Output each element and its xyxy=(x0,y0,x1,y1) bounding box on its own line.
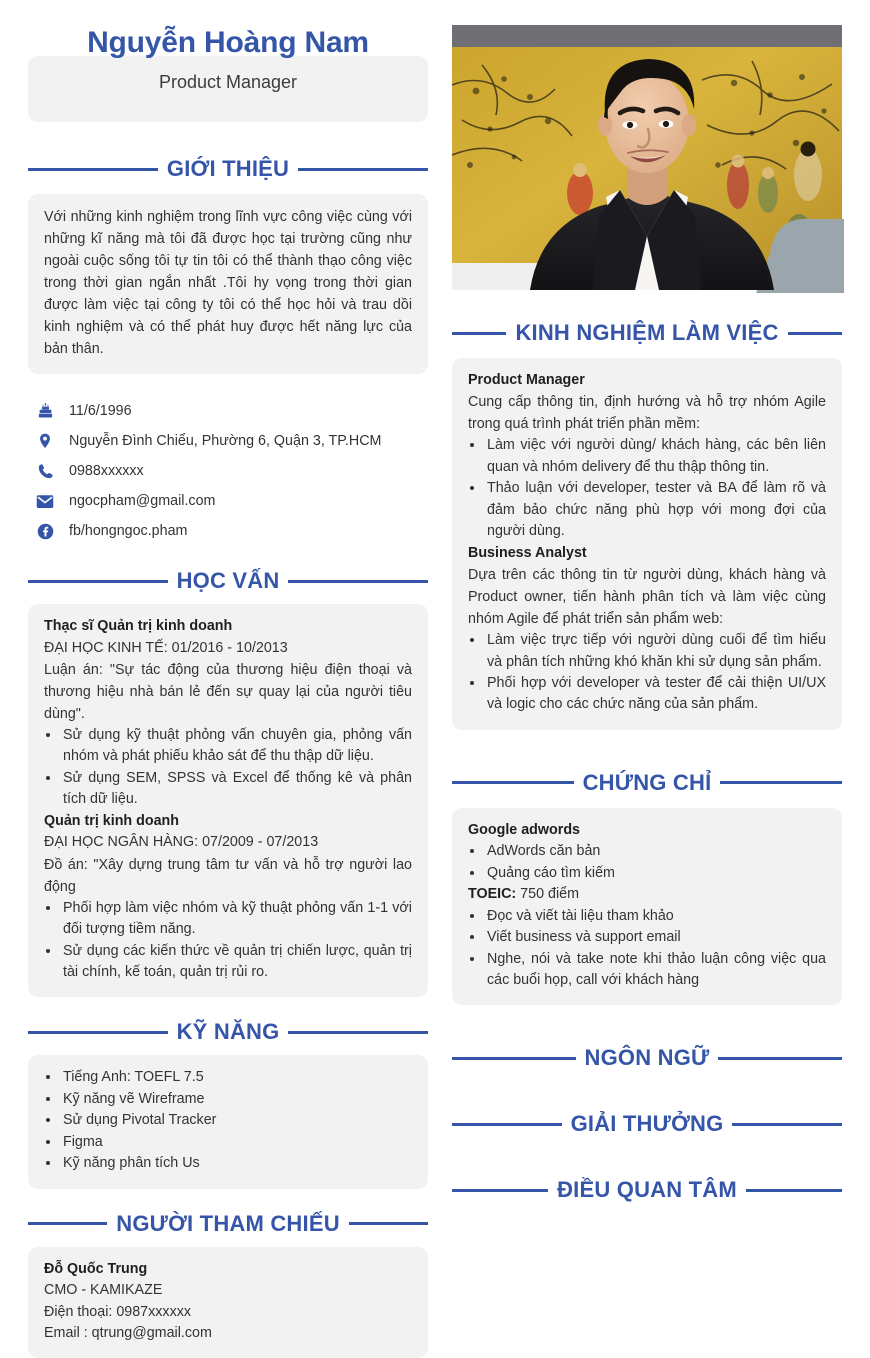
section-title-languages: NGÔN NGỮ xyxy=(584,1045,710,1071)
contact-value-facebook: fb/hongngoc.pham xyxy=(69,523,188,540)
experience-summary: Dựa trên các thông tin từ người dùng, khách hàng và Product owner, tiến hành phân tích và làm việc cùng nhóm Agile để phát triển sản phẩm web: xyxy=(468,567,826,628)
section-title-references: NGƯỜI THAM CHIẾU xyxy=(116,1210,340,1236)
divider-line-left xyxy=(28,580,168,583)
portrait-photo-illustration xyxy=(452,25,842,290)
list-item: • Quảng cáo tìm kiếm xyxy=(485,863,826,884)
section-header-intro xyxy=(28,156,428,182)
contact-value-address: Nguyễn Đình Chiểu, Phường 6, Quận 3, TP.HCM xyxy=(69,433,382,450)
section-header-experience xyxy=(452,320,842,346)
section-title-experience: KINH NGHIỆM LÀM VIỆC xyxy=(515,320,779,345)
section-title-awards: GIẢI THƯỞNG xyxy=(570,1111,724,1137)
list-item: • Sử dụng các kiến thức về quản trị chiến lược, quản trị tài chính, kế toán, quản trị rủi ro. xyxy=(61,941,412,984)
name-header-card xyxy=(28,26,428,122)
list-item: • AdWords căn bản xyxy=(485,841,826,862)
reference-email: Email : qtrung@gmail.com xyxy=(44,1324,212,1341)
job-title: Product Manager xyxy=(158,72,298,92)
section-title-intro: GIỚI THIỆU xyxy=(166,156,290,181)
contact-list xyxy=(28,396,428,546)
education-degree: Thạc sĩ Quản trị kinh doanh xyxy=(44,618,233,635)
contact-item-facebook[interactable] xyxy=(28,516,428,546)
list-item: • Thảo luận với developer, tester và BA để làm rõ và đảm bảo chức năng phù hợp với mong đợi của người dùng. xyxy=(485,478,826,542)
references-card xyxy=(28,1247,428,1358)
experience-entry xyxy=(468,543,826,716)
envelope-icon xyxy=(36,492,54,510)
contact-value-phone: 0988xxxxxx xyxy=(69,463,144,480)
skills-card xyxy=(28,1055,428,1188)
section-header-languages xyxy=(452,1045,842,1071)
list-item: • Viết business và support email xyxy=(485,927,826,948)
education-degree: Quản trị kinh doanh xyxy=(44,812,180,829)
skills-list xyxy=(61,1067,412,1174)
section-title-education: HỌC VẤN xyxy=(176,568,280,594)
list-item: • Nghe, nói và take note khi thảo luận công việc qua các buổi họp, call với khách hàng xyxy=(485,949,826,992)
certificate-group-bullets xyxy=(485,841,826,884)
divider-line-right xyxy=(718,1057,842,1060)
divider-line-left xyxy=(28,1031,168,1034)
list-item: • Làm việc với người dùng/ khách hàng, các bên liên quan và nhóm delivery để thu thập thông tin. xyxy=(485,435,826,478)
section-header-interests xyxy=(452,1177,842,1203)
certificate-toeic-value: 750 điểm xyxy=(516,886,579,903)
facebook-icon xyxy=(36,522,54,540)
list-item: • Kỹ năng phân tích Us xyxy=(61,1153,412,1174)
experience-card xyxy=(452,358,842,730)
certificate-toeic-label: TOEIC: xyxy=(468,886,517,903)
divider-line-right xyxy=(349,1222,428,1225)
contact-item-phone[interactable] xyxy=(28,456,428,486)
divider-line-left xyxy=(28,168,158,171)
divider-line-left xyxy=(452,1057,576,1060)
divider-line-right xyxy=(788,332,842,335)
contact-value-birthday: 11/6/1996 xyxy=(69,403,132,420)
section-header-skills xyxy=(28,1019,428,1045)
list-item: • Tiếng Anh: TOEFL 7.5 xyxy=(61,1067,412,1088)
divider-line-left xyxy=(452,781,574,784)
experience-bullets xyxy=(485,630,826,716)
list-item: • Kỹ năng vẽ Wireframe xyxy=(61,1089,412,1110)
reference-role: CMO - KAMIKAZE xyxy=(44,1282,163,1299)
certificate-toeic-line xyxy=(468,884,826,905)
divider-line-right xyxy=(298,168,428,171)
certificates-card xyxy=(452,808,842,1006)
left-column xyxy=(0,0,438,1341)
phone-icon xyxy=(36,462,54,480)
page-title: Nguyễn Hoàng Nam xyxy=(87,26,369,59)
list-item: • Làm việc trực tiếp với người dùng cuối để tìm hiểu và phân tích những khó khăn khi sử dụng sản phẩm. xyxy=(485,630,826,673)
education-school: ĐẠI HỌC KINH TẾ: 01/2016 - 10/2013 xyxy=(44,639,288,656)
experience-entry xyxy=(468,370,826,543)
profile-photo xyxy=(452,25,842,290)
education-bullets xyxy=(61,898,412,984)
section-title-skills: KỸ NĂNG xyxy=(176,1019,280,1045)
section-header-education xyxy=(28,568,428,594)
list-item: • Đọc và viết tài liệu tham khảo xyxy=(485,906,826,927)
experience-role: Product Manager xyxy=(468,372,585,388)
contact-item-birthday[interactable] xyxy=(28,396,428,426)
list-item: • Phối hợp với developer và tester để cải thiện UI/UX và logic cho các chức năng của sản phẩm. xyxy=(485,673,826,716)
divider-line-right xyxy=(288,580,428,583)
reference-name: Đỗ Quốc Trung xyxy=(44,1260,148,1277)
intro-card xyxy=(28,194,428,374)
list-item: • Figma xyxy=(61,1132,412,1153)
section-header-awards xyxy=(452,1111,842,1137)
intro-paragraph: Với những kinh nghiệm trong lĩnh vực công việc cùng với những kĩ năng mà tôi đã được học tại trường cũng như ngoài cuộc sống tôi tự tin tôi có thể thành thạo công việc trong thời gian ngắn nhất .Tôi hy vọng trong thời gian được làm việc tại công ty tôi có thể học hỏi và trau dồi kinh nghiệm và có thể phát huy được hết năng lực của bản thân. xyxy=(44,209,412,358)
list-item: • Phối hợp làm việc nhóm và kỹ thuật phỏng vấn 1-1 với đối tượng tiềm năng. xyxy=(61,898,412,941)
list-item: • Sử dụng Pivotal Tracker xyxy=(61,1110,412,1131)
certificate-group-title: Google adwords xyxy=(468,821,581,838)
list-item: • Sử dụng kỹ thuật phỏng vấn chuyên gia, phỏng vấn nhóm và phát phiếu khảo sát để thu thập dữ liệu. xyxy=(61,725,412,768)
education-entry xyxy=(44,616,412,811)
reference-phone: Điện thoại: 0987xxxxxx xyxy=(44,1303,192,1320)
divider-line-right xyxy=(288,1031,428,1034)
education-card xyxy=(28,604,428,997)
contact-item-address[interactable] xyxy=(28,426,428,456)
location-pin-icon xyxy=(36,432,54,450)
section-header-certificates xyxy=(452,770,842,796)
divider-line-right xyxy=(746,1189,842,1192)
contact-item-email[interactable] xyxy=(28,486,428,516)
experience-bullets xyxy=(485,435,826,542)
education-thesis: Đồ án: "Xây dựng trung tâm tư vấn và hỗ trợ người lao động xyxy=(44,856,412,895)
education-school: ĐẠI HỌC NGÂN HÀNG: 07/2009 - 07/2013 xyxy=(44,834,319,851)
right-column xyxy=(438,0,870,1231)
section-title-interests: ĐIỀU QUAN TÂM xyxy=(557,1177,737,1203)
certificate-toeic-bullets xyxy=(485,906,826,992)
divider-line-left xyxy=(452,1123,562,1126)
education-bullets xyxy=(61,725,412,811)
divider-line-right xyxy=(732,1123,842,1126)
divider-line-left xyxy=(452,332,506,335)
experience-role: Business Analyst xyxy=(468,544,587,561)
education-entry xyxy=(44,811,412,984)
divider-line-left xyxy=(452,1189,548,1192)
divider-line-right xyxy=(720,781,842,784)
experience-summary: Cung cấp thông tin, định hướng và hỗ trợ nhóm Agile trong quá trình phát triển phần mềm: xyxy=(468,394,826,433)
contact-value-email: ngocpham@gmail.com xyxy=(69,493,216,510)
divider-line-left xyxy=(28,1222,107,1225)
section-header-references xyxy=(28,1211,428,1237)
education-thesis: Luận án: "Sự tác động của thương hiệu điện thoại và thương hiệu nhà bán lẻ đến sự quay lại của người tiêu dùng". xyxy=(44,661,412,723)
birthday-cake-icon xyxy=(36,402,54,420)
section-title-certificates: CHỨNG CHỈ xyxy=(582,769,712,795)
list-item: • Sử dụng SEM, SPSS và Excel để thống kê và phân tích dữ liệu. xyxy=(61,768,412,811)
